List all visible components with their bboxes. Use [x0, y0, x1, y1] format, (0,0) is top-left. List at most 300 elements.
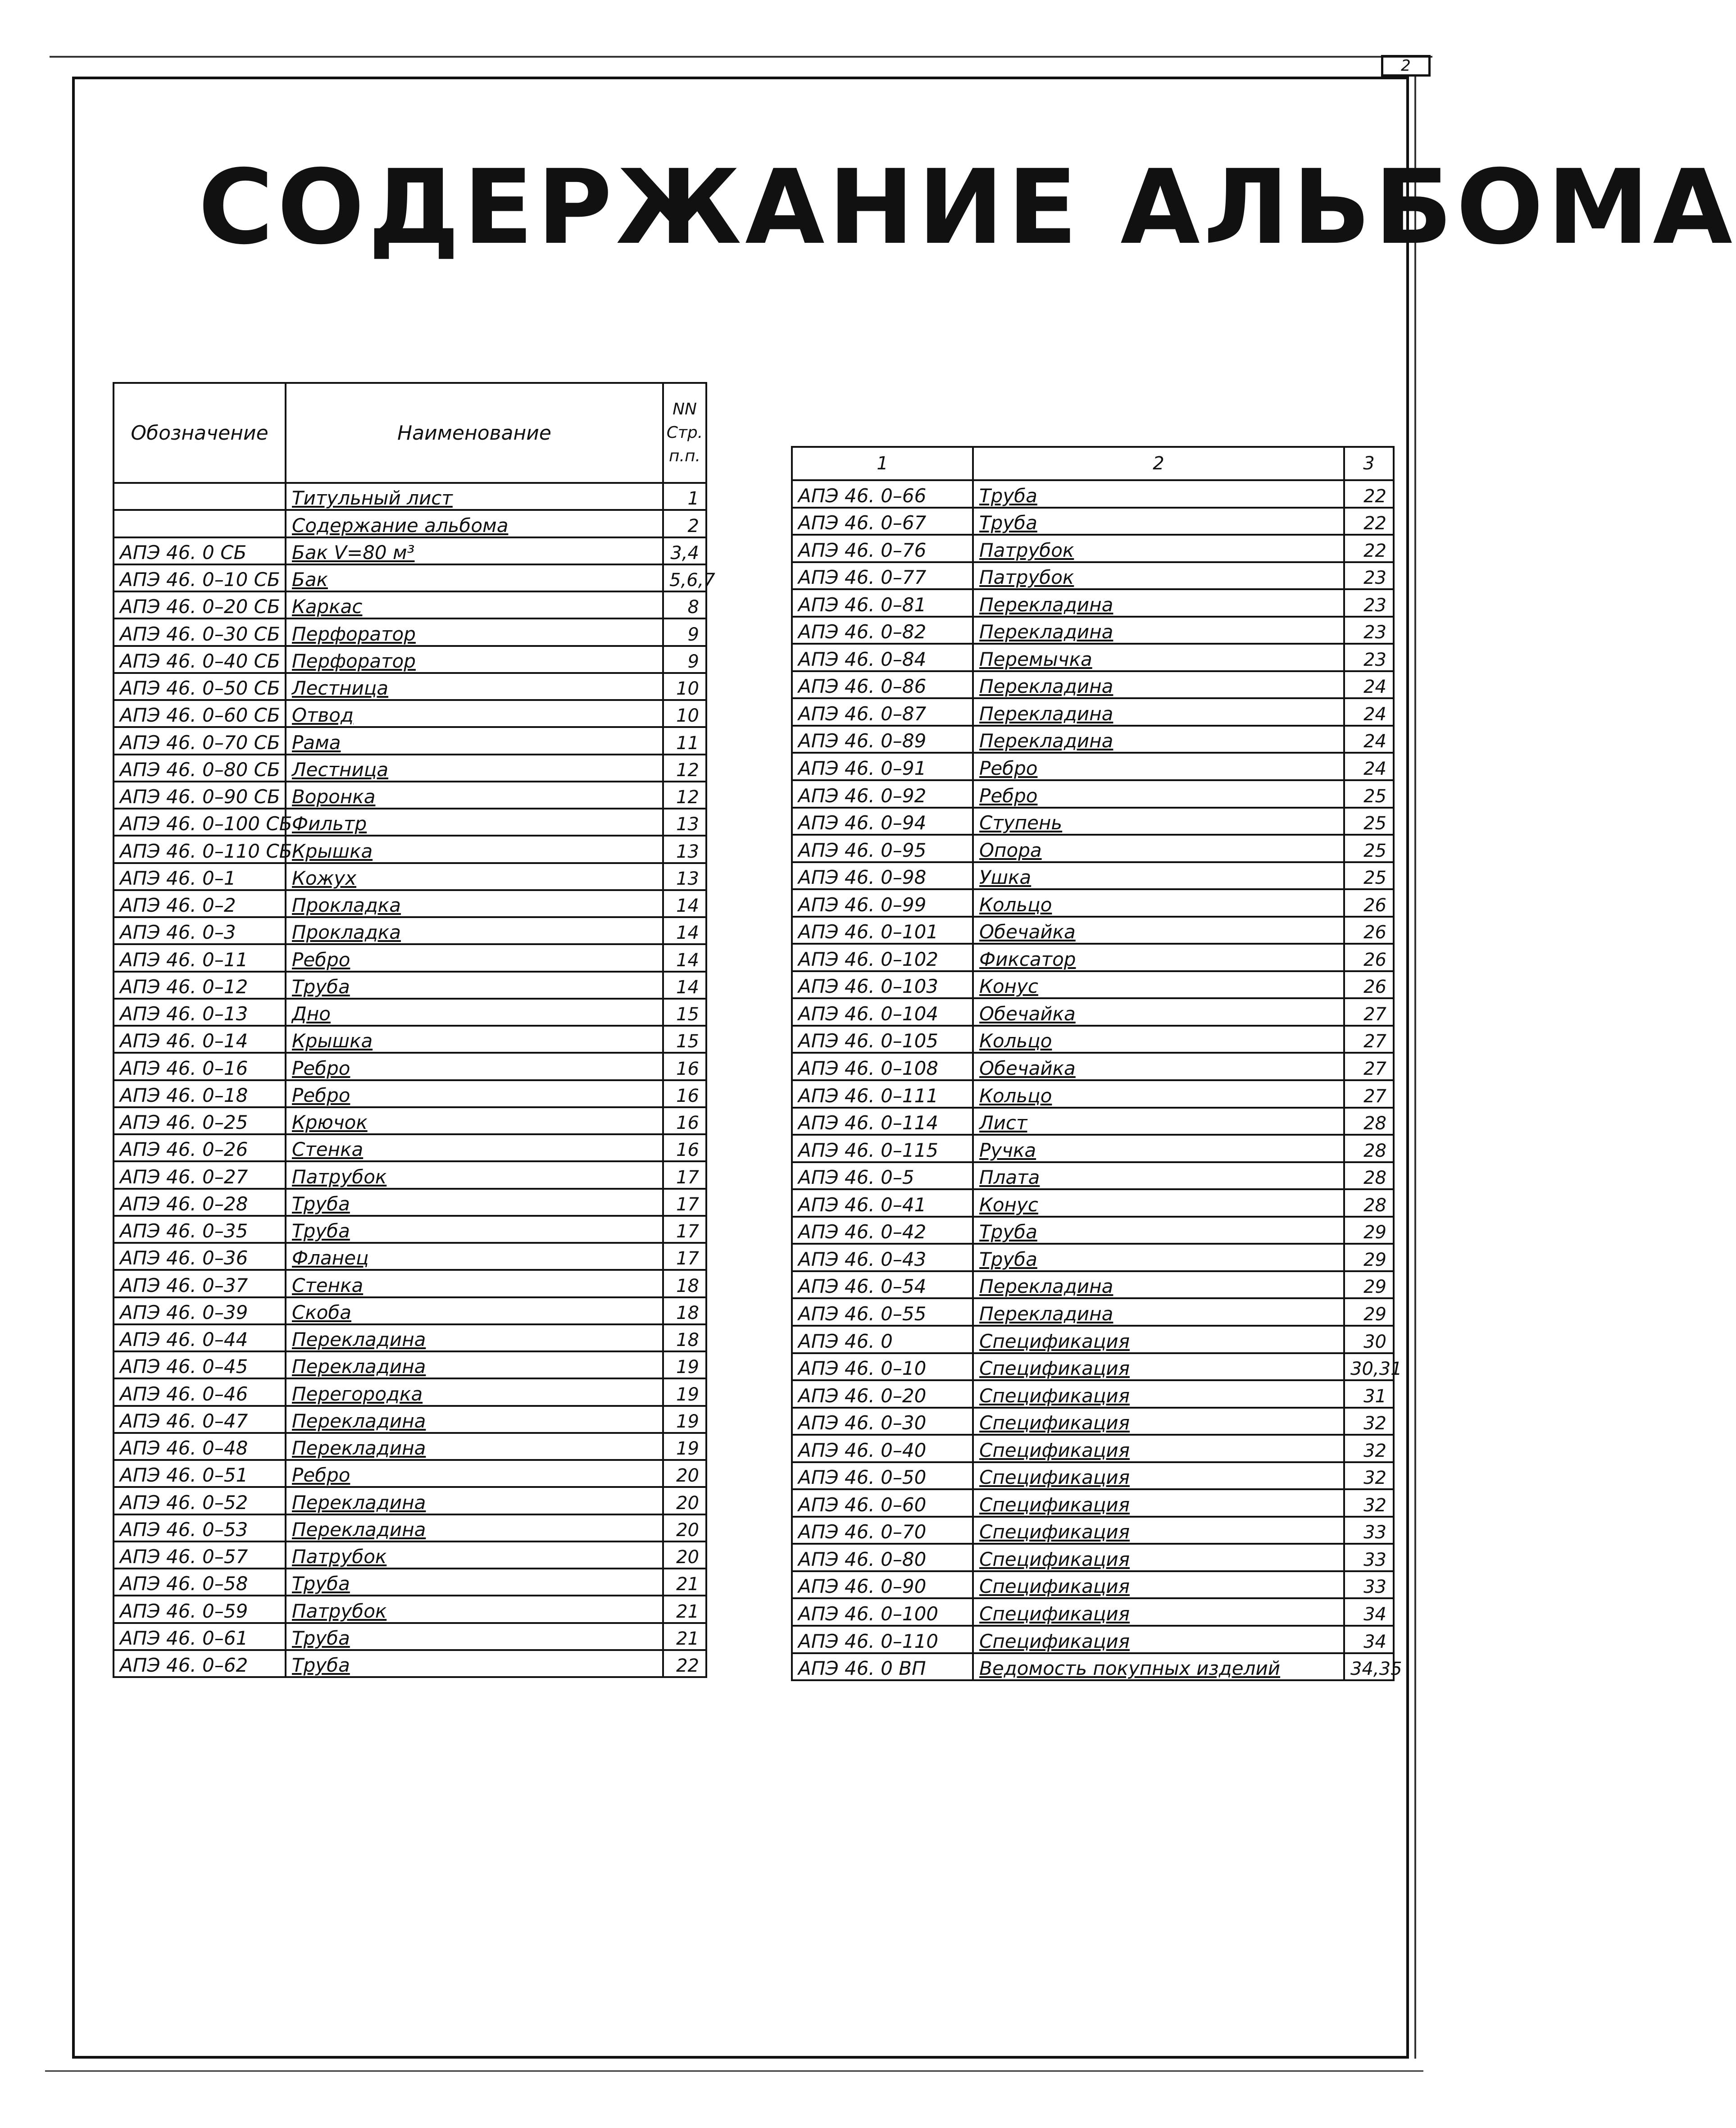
row-name: Ребро: [286, 1080, 663, 1107]
row-name: Патрубок: [286, 1596, 663, 1623]
row-code: АПЭ 46. 0–110 СБ: [114, 836, 286, 863]
row-code: АПЭ 46. 0–20: [792, 1380, 973, 1408]
row-page: 19: [663, 1433, 706, 1460]
table-row: [114, 591, 706, 618]
row-page: 27: [1344, 1080, 1394, 1108]
table-row: [114, 1487, 706, 1514]
row-page: 13: [663, 836, 706, 863]
row-name: Скоба: [286, 1297, 663, 1324]
table-row: [114, 1243, 706, 1270]
row-page: 32: [1344, 1408, 1394, 1435]
row-name: Фланец: [286, 1243, 663, 1270]
row-name: Крышка: [286, 836, 663, 863]
table-row: [792, 562, 1394, 590]
row-name: Отвод: [286, 700, 663, 727]
row-page: 18: [663, 1324, 706, 1351]
row-name: Ребро: [973, 780, 1344, 808]
table-row: [792, 944, 1394, 971]
row-page: 25: [1344, 835, 1394, 862]
row-name: Перекладина: [973, 671, 1344, 699]
row-page: 17: [663, 1189, 706, 1216]
row-page: 27: [1344, 1053, 1394, 1080]
row-name: Обечайка: [973, 917, 1344, 944]
row-page: 24: [1344, 726, 1394, 753]
row-page: 24: [1344, 698, 1394, 726]
row-page: 20: [663, 1487, 706, 1514]
row-page: 16: [663, 1053, 706, 1080]
row-name: Патрубок: [973, 535, 1344, 562]
row-page: 32: [1344, 1435, 1394, 1462]
table-row: [792, 1026, 1394, 1053]
row-code: АПЭ 46. 0–101: [792, 917, 973, 944]
row-name: Перегородка: [286, 1378, 663, 1405]
row-code: АПЭ 46. 0–80 СБ: [114, 755, 286, 782]
row-name: Труба: [286, 1216, 663, 1243]
row-name: Опора: [973, 835, 1344, 862]
row-name: Перекладина: [286, 1514, 663, 1541]
header-col-3: 3: [1344, 447, 1394, 480]
row-page: 29: [1344, 1271, 1394, 1299]
row-page: 1: [663, 483, 706, 510]
table-row: [114, 564, 706, 591]
row-page: 25: [1344, 808, 1394, 835]
row-page: 23: [1344, 562, 1394, 590]
row-name: Плата: [973, 1162, 1344, 1190]
row-page: 34,35: [1344, 1653, 1394, 1681]
row-code: АПЭ 46. 0–52: [114, 1487, 286, 1514]
row-name: Крючок: [286, 1107, 663, 1134]
row-name: Перекладина: [973, 1298, 1344, 1326]
table-row: [792, 617, 1394, 644]
row-code: АПЭ 46. 0–98: [792, 862, 973, 890]
table-row: [792, 808, 1394, 835]
row-page: 5,6,7: [663, 564, 706, 591]
row-name: Перекладина: [973, 698, 1344, 726]
table-row: [114, 537, 706, 564]
frame-right-line: [1414, 77, 1416, 2059]
row-name: Ребро: [286, 1460, 663, 1487]
row-page: 33: [1344, 1544, 1394, 1571]
row-name: Лестница: [286, 673, 663, 700]
row-page: 29: [1344, 1298, 1394, 1326]
row-page: 23: [1344, 644, 1394, 671]
header-code: Обозначение: [114, 383, 286, 483]
row-page: 22: [1344, 480, 1394, 508]
table-row: [114, 1026, 706, 1053]
table-row: [114, 618, 706, 646]
row-name: Перекладина: [286, 1324, 663, 1351]
row-page: 17: [663, 1243, 706, 1270]
row-page: 30,31: [1344, 1353, 1394, 1381]
table-row: [114, 917, 706, 944]
row-page: 20: [663, 1541, 706, 1569]
row-name: Труба: [973, 508, 1344, 535]
row-code: АПЭ 46. 0–60: [792, 1489, 973, 1517]
row-code: АПЭ 46. 0–61: [114, 1623, 286, 1650]
table-row: [792, 1298, 1394, 1326]
contents-table-left: [113, 382, 715, 1678]
table-row: [792, 889, 1394, 917]
row-page: 26: [1344, 889, 1394, 917]
row-code: АПЭ 46. 0–46: [114, 1378, 286, 1405]
row-code: [114, 483, 286, 510]
table-row: [792, 1435, 1394, 1462]
table-row: [114, 1460, 706, 1487]
row-name: Рама: [286, 727, 663, 754]
row-code: АПЭ 46. 0–53: [114, 1514, 286, 1541]
table-row: [114, 510, 706, 537]
row-code: АПЭ 46. 0–94: [792, 808, 973, 835]
table-row: [792, 835, 1394, 862]
table-row: [114, 1514, 706, 1541]
page-title: СОДЕРЖАНИЕ АЛЬБОМА: [198, 147, 1736, 267]
row-code: АПЭ 46. 0–10: [792, 1353, 973, 1381]
row-name: Фильтр: [286, 809, 663, 836]
table-row: [792, 1244, 1394, 1271]
row-page: 24: [1344, 753, 1394, 780]
table-row: [792, 1626, 1394, 1653]
row-name: Стенка: [286, 1270, 663, 1297]
row-code: АПЭ 46. 0–70 СБ: [114, 727, 286, 754]
row-page: 24: [1344, 671, 1394, 699]
contents-table-right: [791, 446, 1402, 1681]
table-row: [114, 1297, 706, 1324]
row-code: АПЭ 46. 0–45: [114, 1351, 286, 1378]
row-page: 29: [1344, 1244, 1394, 1271]
row-code: АПЭ 46. 0–3: [114, 917, 286, 944]
table-row: [792, 1326, 1394, 1353]
row-code: АПЭ 46. 0–50 СБ: [114, 673, 286, 700]
row-page: 9: [663, 618, 706, 646]
row-page: 26: [1344, 917, 1394, 944]
row-code: АПЭ 46. 0–41: [792, 1189, 973, 1217]
row-name: Спецификация: [973, 1626, 1344, 1653]
row-page: 30: [1344, 1326, 1394, 1353]
row-code: АПЭ 46. 0–5: [792, 1162, 973, 1190]
header-page-line3: п.п.: [669, 447, 700, 465]
row-code: АПЭ 46. 0–111: [792, 1080, 973, 1108]
row-code: АПЭ 46. 0–92: [792, 780, 973, 808]
row-code: АПЭ 46. 0–51: [114, 1460, 286, 1487]
row-page: 23: [1344, 617, 1394, 644]
table-row: [114, 1161, 706, 1188]
table-row: [792, 1108, 1394, 1135]
row-name: Перекладина: [286, 1487, 663, 1514]
row-name: Спецификация: [973, 1435, 1344, 1462]
table-row: [114, 646, 706, 673]
table-header-row: [114, 383, 706, 483]
row-name: Спецификация: [973, 1380, 1344, 1408]
row-page: 27: [1344, 998, 1394, 1026]
table-row: [114, 1378, 706, 1405]
table-row: [792, 1162, 1394, 1190]
row-name: Перекладина: [973, 617, 1344, 644]
table-row: [114, 727, 706, 754]
row-page: 28: [1344, 1135, 1394, 1162]
row-page: 3,4: [663, 537, 706, 564]
row-code: АПЭ 46. 0–25: [114, 1107, 286, 1134]
row-page: 14: [663, 890, 706, 917]
row-code: АПЭ 46. 0–20 СБ: [114, 591, 286, 618]
row-code: АПЭ 46. 0–42: [792, 1217, 973, 1244]
row-code: АПЭ 46. 0–35: [114, 1216, 286, 1243]
row-code: АПЭ 46. 0–50: [792, 1462, 973, 1490]
row-page: 25: [1344, 862, 1394, 890]
table-row: [114, 483, 706, 510]
table-row: [114, 1134, 706, 1161]
row-page: 21: [663, 1596, 706, 1623]
row-page: 16: [663, 1107, 706, 1134]
row-page: 32: [1344, 1489, 1394, 1517]
row-code: АПЭ 46. 0–40 СБ: [114, 646, 286, 673]
row-code: АПЭ 46. 0–39: [114, 1297, 286, 1324]
table-row: [114, 1569, 706, 1596]
row-name: Кольцо: [973, 1026, 1344, 1053]
row-name: Каркас: [286, 591, 663, 618]
row-name: Патрубок: [973, 562, 1344, 590]
row-code: АПЭ 46. 0–58: [114, 1569, 286, 1596]
table-row: [114, 1650, 706, 1677]
row-code: АПЭ 46. 0–99: [792, 889, 973, 917]
row-code: АПЭ 46. 0–91: [792, 753, 973, 780]
table-row: [792, 1135, 1394, 1162]
row-code: АПЭ 46. 0: [792, 1326, 973, 1353]
row-name: Ребро: [973, 753, 1344, 780]
row-name: Дно: [286, 999, 663, 1026]
row-name: Перекладина: [973, 726, 1344, 753]
row-page: 23: [1344, 589, 1394, 617]
table-row: [114, 944, 706, 971]
row-page: 14: [663, 917, 706, 944]
row-page: 19: [663, 1351, 706, 1378]
row-name: Крышка: [286, 1026, 663, 1053]
row-code: АПЭ 46. 0–82: [792, 617, 973, 644]
row-page: 12: [663, 755, 706, 782]
row-code: АПЭ 46. 0–44: [114, 1324, 286, 1351]
row-code: АПЭ 46. 0–100: [792, 1598, 973, 1626]
row-name: Труба: [286, 1189, 663, 1216]
row-code: АПЭ 46. 0 СБ: [114, 537, 286, 564]
table-row: [792, 1489, 1394, 1517]
row-code: АПЭ 46. 0–100 СБ: [114, 809, 286, 836]
table-row: [792, 998, 1394, 1026]
row-code: АПЭ 46. 0–76: [792, 535, 973, 562]
table-row: [114, 1324, 706, 1351]
table-row: [114, 1406, 706, 1433]
row-code: АПЭ 46. 0 ВП: [792, 1653, 973, 1681]
table-row: [792, 1462, 1394, 1490]
row-code: АПЭ 46. 0–16: [114, 1053, 286, 1080]
table-row: [792, 971, 1394, 999]
row-name: Спецификация: [973, 1598, 1344, 1626]
row-page: 15: [663, 1026, 706, 1053]
row-page: 17: [663, 1216, 706, 1243]
row-name: Перфоратор: [286, 618, 663, 646]
row-page: 28: [1344, 1108, 1394, 1135]
row-code: АПЭ 46. 0–1: [114, 863, 286, 890]
row-name: Перекладина: [286, 1406, 663, 1433]
table-row: [792, 1408, 1394, 1435]
row-code: АПЭ 46. 0–30 СБ: [114, 618, 286, 646]
row-name: Труба: [973, 1217, 1344, 1244]
row-name: Обечайка: [973, 998, 1344, 1026]
table-row: [114, 782, 706, 809]
row-page: 28: [1344, 1162, 1394, 1190]
row-page: 19: [663, 1406, 706, 1433]
row-name: Патрубок: [286, 1161, 663, 1188]
table-row: [792, 1571, 1394, 1599]
row-code: АПЭ 46. 0–47: [114, 1406, 286, 1433]
table-row: [114, 1189, 706, 1216]
header-page-line1: NN: [673, 400, 697, 418]
row-page: 14: [663, 972, 706, 999]
table-row: [792, 1053, 1394, 1080]
row-code: АПЭ 46. 0–62: [114, 1650, 286, 1677]
row-code: АПЭ 46. 0–110: [792, 1626, 973, 1653]
table-row: [114, 863, 706, 890]
table-row: [114, 1596, 706, 1623]
sheet-number-box: [1381, 55, 1431, 77]
row-code: АПЭ 46. 0–87: [792, 698, 973, 726]
header-page-line2: Стр.: [666, 423, 703, 442]
table-row: [114, 1053, 706, 1080]
row-code: АПЭ 46. 0–66: [792, 480, 973, 508]
row-page: 33: [1344, 1517, 1394, 1544]
row-page: 14: [663, 944, 706, 971]
row-name: Лестница: [286, 755, 663, 782]
header-col-1: 1: [792, 447, 973, 480]
right-table-body: [792, 480, 1402, 1680]
row-page: 20: [663, 1460, 706, 1487]
row-name: Бак: [286, 564, 663, 591]
row-code: АПЭ 46. 0–104: [792, 998, 973, 1026]
row-name: Спецификация: [973, 1489, 1344, 1517]
table-row: [114, 836, 706, 863]
row-page: 12: [663, 782, 706, 809]
row-name: Перекладина: [286, 1351, 663, 1378]
table-row: [792, 1217, 1394, 1244]
table-row: [792, 753, 1394, 780]
row-code: АПЭ 46. 0–103: [792, 971, 973, 999]
row-code: АПЭ 46. 0–84: [792, 644, 973, 671]
row-name: Титульный лист: [286, 483, 663, 510]
table-row: [792, 671, 1394, 699]
row-name: Прокладка: [286, 917, 663, 944]
table-row: [114, 890, 706, 917]
table-row: [114, 755, 706, 782]
table-row: [792, 1080, 1394, 1108]
row-name: Патрубок: [286, 1541, 663, 1569]
header-col-2: 2: [973, 447, 1344, 480]
table-row: [792, 862, 1394, 890]
table-row: [114, 673, 706, 700]
row-name: Труба: [973, 1244, 1344, 1271]
row-page: 20: [663, 1514, 706, 1541]
row-code: АПЭ 46. 0–115: [792, 1135, 973, 1162]
table-row: [792, 917, 1394, 944]
row-code: [114, 510, 286, 537]
row-code: АПЭ 46. 0–114: [792, 1108, 973, 1135]
table-row: [114, 1080, 706, 1107]
table-row: [114, 1433, 706, 1460]
row-name: Перекладина: [286, 1433, 663, 1460]
row-name: Лист: [973, 1108, 1344, 1135]
row-code: АПЭ 46. 0–26: [114, 1134, 286, 1161]
row-name: Содержание альбома: [286, 510, 663, 537]
row-code: АПЭ 46. 0–67: [792, 508, 973, 535]
row-name: Перемычка: [973, 644, 1344, 671]
table-row: [792, 1544, 1394, 1571]
row-name: Бак V=80 м³: [286, 537, 663, 564]
row-name: Спецификация: [973, 1408, 1344, 1435]
row-code: АПЭ 46. 0–54: [792, 1271, 973, 1299]
row-name: Фиксатор: [973, 944, 1344, 971]
table-row: [792, 1271, 1394, 1299]
row-name: Ведомость покупных изделий: [973, 1653, 1344, 1681]
row-code: АПЭ 46. 0–12: [114, 972, 286, 999]
header-page: [663, 383, 706, 483]
table-row: [114, 1351, 706, 1378]
row-page: 28: [1344, 1189, 1394, 1217]
row-code: АПЭ 46. 0–105: [792, 1026, 973, 1053]
row-name: Воронка: [286, 782, 663, 809]
row-code: АПЭ 46. 0–40: [792, 1435, 973, 1462]
row-page: 15: [663, 999, 706, 1026]
row-code: АПЭ 46. 0–102: [792, 944, 973, 971]
row-name: Труба: [286, 1569, 663, 1596]
table-row: [792, 1517, 1394, 1544]
row-name: Конус: [973, 971, 1344, 999]
header-name: Наименование: [286, 383, 663, 483]
row-name: Конус: [973, 1189, 1344, 1217]
row-name: Труба: [973, 480, 1344, 508]
row-code: АПЭ 46. 0–13: [114, 999, 286, 1026]
table-row: [792, 1353, 1394, 1381]
row-name: Спецификация: [973, 1571, 1344, 1599]
row-code: АПЭ 46. 0–90: [792, 1571, 973, 1599]
table-row: [792, 780, 1394, 808]
top-scan-line: [50, 56, 1432, 58]
table-row: [792, 480, 1394, 508]
row-page: 8: [663, 591, 706, 618]
row-page: 33: [1344, 1571, 1394, 1599]
row-page: 13: [663, 863, 706, 890]
row-name: Кожух: [286, 863, 663, 890]
row-name: Кольцо: [973, 1080, 1344, 1108]
sheet-number: 2: [1401, 57, 1411, 75]
row-name: Ручка: [973, 1135, 1344, 1162]
table-row: [792, 1380, 1394, 1408]
row-code: АПЭ 46. 0–30: [792, 1408, 973, 1435]
row-name: Труба: [286, 972, 663, 999]
row-code: АПЭ 46. 0–60 СБ: [114, 700, 286, 727]
row-page: 21: [663, 1569, 706, 1596]
row-page: 18: [663, 1297, 706, 1324]
table-row: [114, 1541, 706, 1569]
table-row: [792, 535, 1394, 562]
table-row: [114, 700, 706, 727]
row-page: 22: [663, 1650, 706, 1677]
table-row: [792, 726, 1394, 753]
row-page: 21: [663, 1623, 706, 1650]
row-name: Спецификация: [973, 1326, 1344, 1353]
row-page: 11: [663, 727, 706, 754]
row-code: АПЭ 46. 0–43: [792, 1244, 973, 1271]
row-name: Ушка: [973, 862, 1344, 890]
table-row: [792, 589, 1394, 617]
row-code: АПЭ 46. 0–2: [114, 890, 286, 917]
row-page: 26: [1344, 971, 1394, 999]
